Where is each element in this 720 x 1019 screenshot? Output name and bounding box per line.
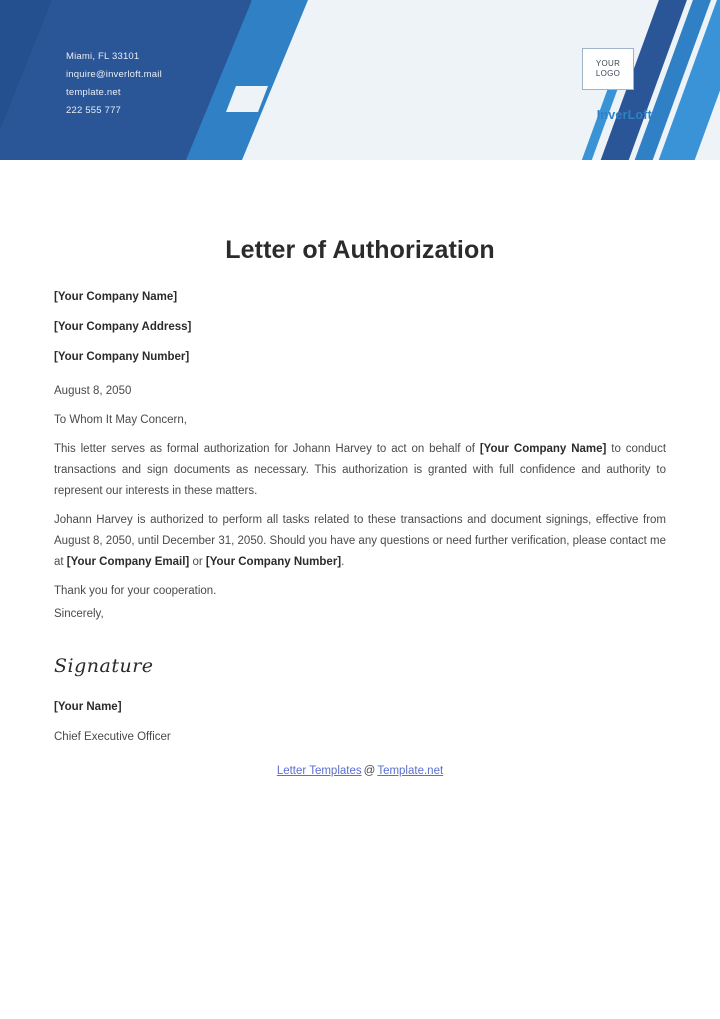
logo-line-1: YOUR	[595, 59, 621, 68]
para2-bold-email: [Your Company Email]	[66, 556, 190, 568]
letter-closing: Sincerely,	[54, 608, 104, 620]
signer-role: Chief Executive Officer	[54, 731, 171, 743]
brand-name: InverLoft	[596, 108, 652, 122]
contact-website: template.net	[66, 87, 121, 98]
para2-post: .	[341, 556, 345, 568]
company-name-field: [Your Company Name]	[54, 291, 178, 303]
letter-body	[0, 236, 720, 777]
para2-bold-number: [Your Company Number]	[205, 556, 342, 568]
contact-email: inquire@inverloft.mail	[66, 69, 162, 80]
letter-salutation: To Whom It May Concern,	[54, 414, 187, 426]
contact-address: Miami, FL 33101	[66, 51, 140, 62]
company-address-field: [Your Company Address]	[54, 321, 192, 333]
letter-paragraph-1	[54, 439, 666, 502]
company-number-field: [Your Company Number]	[54, 351, 190, 363]
footer-at-symbol: @	[363, 765, 376, 777]
para2-pre: Johann Harvey is authorized to perform all tasks related to these transactions and document signings, effective from August 8, 2050, until December 31, 2050. Should you have any questions or need further verification, please contact me at	[54, 514, 666, 568]
header-bottom-gap	[0, 160, 720, 178]
contact-phone: 222 555 777	[66, 105, 122, 116]
logo-line-2: LOGO	[595, 69, 621, 78]
para2-mid: or	[189, 556, 206, 568]
contact-block	[66, 48, 162, 120]
signer-name: [Your Name]	[54, 701, 122, 713]
logo-placeholder-icon	[582, 48, 634, 90]
para1-pre: This letter serves as formal authorization for Johann Harvey to act on behalf of	[54, 443, 480, 455]
letterhead-header	[0, 0, 720, 178]
para1-post: to conduct transactions and sign documents as necessary. This authorization is granted with full confidence and authority to represent our interests in these matters.	[54, 443, 667, 497]
letter-date: August 8, 2050	[54, 385, 132, 397]
letter-thanks: Thank you for your cooperation.	[54, 585, 217, 597]
footer-links	[54, 765, 666, 777]
para1-bold: [Your Company Name]	[479, 443, 607, 455]
signature-mark: Signature	[54, 655, 154, 677]
template-net-link[interactable]: Template.net	[377, 765, 444, 777]
letter-templates-link[interactable]: Letter Templates	[276, 765, 362, 777]
page-title: Letter of Authorization	[225, 236, 495, 264]
letter-paragraph-2	[54, 510, 666, 573]
